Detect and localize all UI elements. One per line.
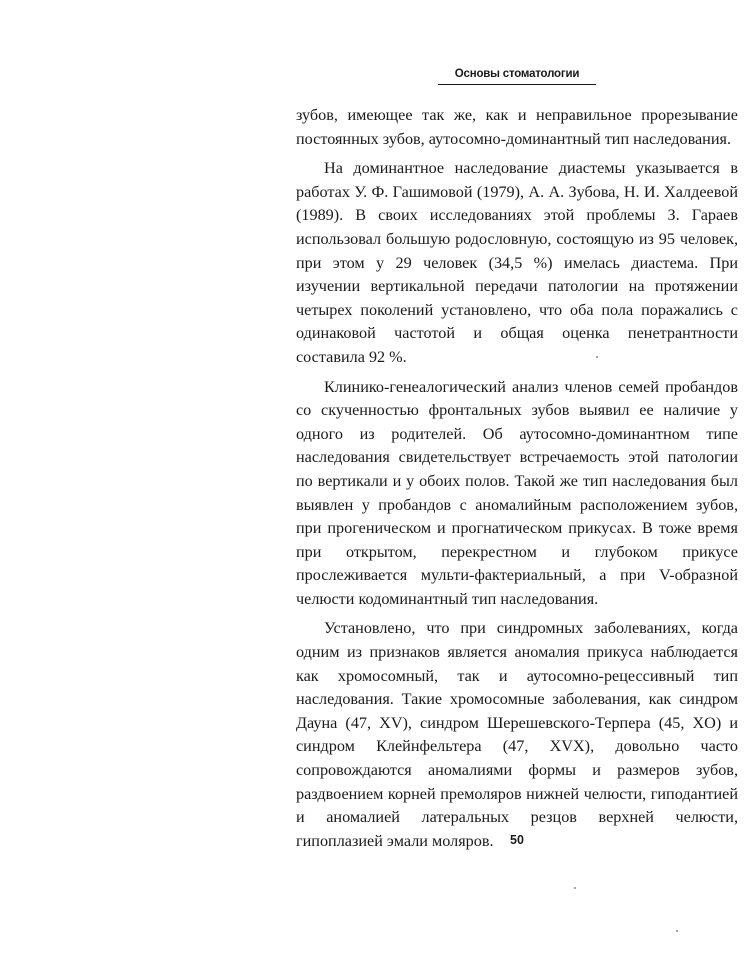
page-number: 50: [510, 833, 524, 847]
scan-speck: [676, 930, 678, 932]
paragraph-1: зубов, имеющее так же, как и неправильное прорезывание постоянных зубов, аутосомно-доминантный тип наследования.: [296, 106, 738, 148]
paragraph-4: Установлено, что при синдромных заболеваниях, когда одним из признаков является аномалия прикуса наблюдается как хромосомный, так и аутосомно-рецессивный тип наследования. Такие хромосомные заболевания, как синдром Дауна (47, XV), синдром Шерешевского-Терпера (45, XO) и синдром Клейнфельтера (47, XVX), довольно часто сопровождаются аномалиями формы и размеров зубов, раздвоением корней премоляров нижней челюсти, гиподантией и аномалией латеральных резцов верхней челюсти, гипоплазией эмали моляров.: [296, 619, 738, 850]
scan-speck: [596, 356, 598, 358]
paragraph-2: На доминантное наследование диастемы указывается в работах У. Ф. Гашимовой (1979), А. А. Зубова, Н. И. Халдеевой (1989). В своих исследованиях этой проблемы З. Гараев использовал большую родословную, состоящую из 95 человек, при этом у 29 человек (34,5 %) имелась диастема. При изучении вертикальной передачи патологии на протяжении четырех поколений установлено, что оба пола поражались с одинаковой частотой и общая оценка пенетрантности составила 92 %.: [296, 159, 738, 366]
body-text: [296, 104, 738, 853]
paragraph-3: Клинико-генеалогический анализ членов семей пробандов со скученностью фронтальных зубов выявил ее наличие у одного из родителей. Об аутосомно-доминантном типе наследования свидетельствует встречаемость этой патологии по вертикали и у обоих полов. Такой же тип наследования был выявлен у пробандов с аномалийным расположением зубов, при прогеническом и прогнатическом прикусах. В тоже время при открытом, перекрестном и глубоком прикусе прослеживается мульти-фактериальный, а при V-образной челюсти кодоминантный тип наследования.: [296, 377, 738, 608]
running-header-title: Основы стоматологии: [454, 68, 580, 80]
header-rule: [438, 84, 596, 85]
scan-speck: [574, 887, 576, 889]
